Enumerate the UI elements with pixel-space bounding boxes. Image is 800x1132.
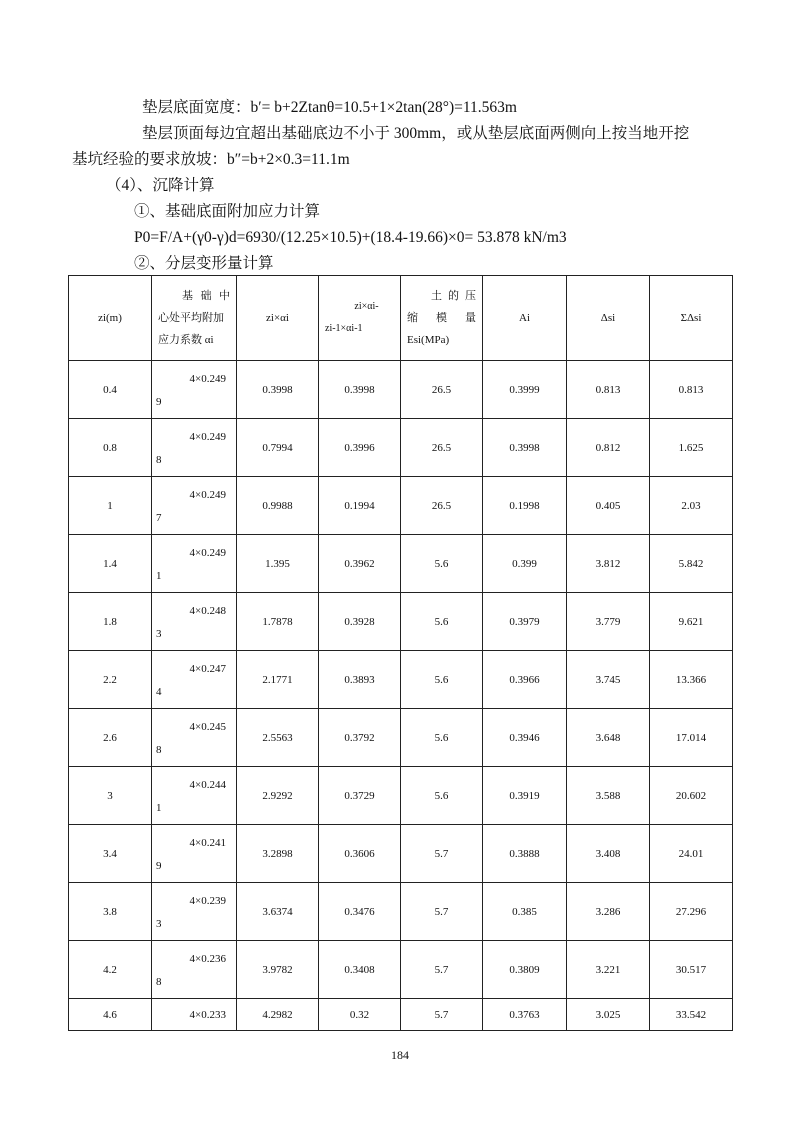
cell-ds: 3.221 xyxy=(567,941,650,999)
cell-a: 0.3998 xyxy=(483,419,567,477)
cell-z: 2.6 xyxy=(69,709,152,767)
table-header-row xyxy=(69,276,733,361)
cell-za: 0.3998 xyxy=(237,361,319,419)
cell-diff: 0.3476 xyxy=(319,883,401,941)
cell-sum: 2.03 xyxy=(650,477,733,535)
slope-width-line: 基坑经验的要求放坡：b″=b+2×0.3=11.1m xyxy=(72,151,350,168)
cell-alpha xyxy=(152,477,237,535)
cell-alpha-bottom: 4 xyxy=(156,686,162,698)
cell-es: 5.7 xyxy=(401,941,483,999)
cell-za: 2.1771 xyxy=(237,651,319,709)
table-row xyxy=(69,651,733,709)
header-a-text: Ai xyxy=(519,312,530,324)
cell-alpha xyxy=(152,825,237,883)
cell-ds: 0.813 xyxy=(567,361,650,419)
cell-za: 3.2898 xyxy=(237,825,319,883)
cell-z: 1.4 xyxy=(69,535,152,593)
cell-za: 0.9988 xyxy=(237,477,319,535)
table-row xyxy=(69,535,733,593)
cell-za: 1.395 xyxy=(237,535,319,593)
header-sum xyxy=(650,276,733,361)
cell-diff: 0.32 xyxy=(319,999,401,1031)
cell-sum: 17.014 xyxy=(650,709,733,767)
table-row xyxy=(69,767,733,825)
header-diff-line1: zi×αi- xyxy=(354,301,379,312)
table-row xyxy=(69,593,733,651)
header-diff xyxy=(319,276,401,361)
cell-za: 3.9782 xyxy=(237,941,319,999)
header-za-text: zi×αi xyxy=(266,312,289,324)
cell-alpha-top: 4×0.241 xyxy=(189,837,226,849)
cell-diff: 0.3928 xyxy=(319,593,401,651)
cell-alpha xyxy=(152,709,237,767)
cell-alpha xyxy=(152,941,237,999)
cell-za: 2.5563 xyxy=(237,709,319,767)
cell-alpha xyxy=(152,593,237,651)
cell-sum: 30.517 xyxy=(650,941,733,999)
cell-za: 2.9292 xyxy=(237,767,319,825)
cell-sum: 1.625 xyxy=(650,419,733,477)
cell-diff: 0.3893 xyxy=(319,651,401,709)
cell-alpha xyxy=(152,999,237,1031)
cell-alpha-top: 4×0.249 xyxy=(189,547,226,559)
cell-a: 0.3979 xyxy=(483,593,567,651)
cell-diff: 0.1994 xyxy=(319,477,401,535)
cell-ds: 0.405 xyxy=(567,477,650,535)
header-alpha xyxy=(152,276,237,361)
table-row xyxy=(69,361,733,419)
subheading-additional-stress: ①、基础底面附加应力计算 xyxy=(134,203,321,220)
cell-a: 0.3763 xyxy=(483,999,567,1031)
cell-a: 0.3999 xyxy=(483,361,567,419)
cell-z: 1.8 xyxy=(69,593,152,651)
cell-es: 5.6 xyxy=(401,709,483,767)
table-row xyxy=(69,999,733,1031)
header-diff-line2: zi-1×αi-1 xyxy=(325,323,363,334)
cell-diff: 0.3792 xyxy=(319,709,401,767)
cell-a: 0.3919 xyxy=(483,767,567,825)
cell-alpha xyxy=(152,883,237,941)
cell-es: 5.7 xyxy=(401,999,483,1031)
header-ds-text: Δsi xyxy=(600,312,616,324)
cell-es: 5.7 xyxy=(401,825,483,883)
cell-es: 5.6 xyxy=(401,535,483,593)
header-a xyxy=(483,276,567,361)
header-ds xyxy=(567,276,650,361)
cell-a: 0.3809 xyxy=(483,941,567,999)
cell-z: 4.2 xyxy=(69,941,152,999)
table-row xyxy=(69,477,733,535)
cell-sum: 20.602 xyxy=(650,767,733,825)
cell-diff: 0.3998 xyxy=(319,361,401,419)
cell-a: 0.3946 xyxy=(483,709,567,767)
cell-alpha-top: 4×0.244 xyxy=(189,779,226,791)
cell-z: 0.8 xyxy=(69,419,152,477)
header-es-line2: 缩 模 量 xyxy=(407,312,476,324)
cell-alpha xyxy=(152,535,237,593)
cell-alpha-top: 4×0.245 xyxy=(189,721,226,733)
additional-stress-formula: P0=F/A+(γ0-γ)d=6930/(12.25×10.5)+(18.4-19.66)×0= 53.878 kN/m3 xyxy=(134,229,567,246)
header-alpha-line2: 心处平均附加 xyxy=(158,312,224,324)
cell-alpha-top: 4×0.249 xyxy=(189,489,226,501)
cell-z: 3 xyxy=(69,767,152,825)
header-alpha-line1: 基 础 中 xyxy=(182,290,230,302)
cell-alpha xyxy=(152,419,237,477)
cell-a: 0.399 xyxy=(483,535,567,593)
cell-es: 5.6 xyxy=(401,651,483,709)
cell-ds: 3.408 xyxy=(567,825,650,883)
cell-sum: 5.842 xyxy=(650,535,733,593)
cell-z: 3.8 xyxy=(69,883,152,941)
table-row xyxy=(69,709,733,767)
cell-sum: 27.296 xyxy=(650,883,733,941)
cell-es: 5.7 xyxy=(401,883,483,941)
cell-sum: 0.813 xyxy=(650,361,733,419)
cell-z: 1 xyxy=(69,477,152,535)
cell-alpha-bottom: 8 xyxy=(156,454,162,466)
cell-alpha xyxy=(152,361,237,419)
cell-ds: 3.025 xyxy=(567,999,650,1031)
cell-alpha xyxy=(152,651,237,709)
cell-alpha-bottom: 1 xyxy=(156,570,162,582)
header-es-line3: Esi(MPa) xyxy=(407,334,450,346)
cell-ds: 0.812 xyxy=(567,419,650,477)
page-number: 184 xyxy=(391,1048,409,1062)
cell-ds: 3.588 xyxy=(567,767,650,825)
cell-alpha-value: 4×0.233 xyxy=(189,1008,226,1021)
cell-alpha-bottom: 8 xyxy=(156,744,162,756)
cell-ds: 3.648 xyxy=(567,709,650,767)
cell-ds: 3.745 xyxy=(567,651,650,709)
cell-sum: 33.542 xyxy=(650,999,733,1031)
header-es-line1: 土 的 压 xyxy=(431,290,476,302)
cell-diff: 0.3729 xyxy=(319,767,401,825)
cell-diff: 0.3408 xyxy=(319,941,401,999)
cell-z: 0.4 xyxy=(69,361,152,419)
cell-za: 1.7878 xyxy=(237,593,319,651)
cell-alpha-bottom: 7 xyxy=(156,512,162,524)
cell-za: 0.7994 xyxy=(237,419,319,477)
cell-alpha-bottom: 9 xyxy=(156,396,162,408)
cell-alpha-bottom: 3 xyxy=(156,918,162,930)
cell-alpha xyxy=(152,767,237,825)
table-row xyxy=(69,941,733,999)
cell-alpha-bottom: 8 xyxy=(156,976,162,988)
header-za xyxy=(237,276,319,361)
cell-alpha-top: 4×0.236 xyxy=(189,953,226,965)
cell-es: 26.5 xyxy=(401,419,483,477)
subheading-layer-deformation: ②、分层变形量计算 xyxy=(134,255,274,272)
cell-za: 4.2982 xyxy=(237,999,319,1031)
cell-za: 3.6374 xyxy=(237,883,319,941)
cell-alpha-bottom: 1 xyxy=(156,802,162,814)
cell-es: 5.6 xyxy=(401,767,483,825)
cell-es: 5.6 xyxy=(401,593,483,651)
settlement-table xyxy=(68,275,733,1031)
cell-alpha-top: 4×0.249 xyxy=(189,373,226,385)
cell-z: 4.6 xyxy=(69,999,152,1031)
cell-alpha-top: 4×0.249 xyxy=(189,431,226,443)
cell-a: 0.1998 xyxy=(483,477,567,535)
header-es xyxy=(401,276,483,361)
cell-a: 0.385 xyxy=(483,883,567,941)
cell-sum: 9.621 xyxy=(650,593,733,651)
header-alpha-line3: 应力系数 αi xyxy=(158,334,214,346)
cell-diff: 0.3996 xyxy=(319,419,401,477)
cell-alpha-top: 4×0.239 xyxy=(189,895,226,907)
cell-sum: 24.01 xyxy=(650,825,733,883)
cell-ds: 3.286 xyxy=(567,883,650,941)
table-row xyxy=(69,883,733,941)
table-row xyxy=(69,419,733,477)
cell-alpha-bottom: 9 xyxy=(156,860,162,872)
cell-es: 26.5 xyxy=(401,477,483,535)
cell-a: 0.3888 xyxy=(483,825,567,883)
cell-ds: 3.812 xyxy=(567,535,650,593)
cell-sum: 13.366 xyxy=(650,651,733,709)
cell-alpha-top: 4×0.247 xyxy=(189,663,226,675)
cushion-top-width-line: 垫层顶面每边宜超出基础底边不小于 300mm，或从垫层底面两侧向上按当地开挖 xyxy=(142,125,690,142)
header-z-text: zi(m) xyxy=(98,312,122,324)
cell-alpha-bottom: 3 xyxy=(156,628,162,640)
cushion-bottom-width-line: 垫层底面宽度：b′= b+2Ztanθ=10.5+1×2tan(28°)=11.563m xyxy=(142,99,517,116)
header-sum-text: ΣΔsi xyxy=(680,312,702,324)
table-row xyxy=(69,825,733,883)
cell-diff: 0.3606 xyxy=(319,825,401,883)
cell-z: 3.4 xyxy=(69,825,152,883)
cell-z: 2.2 xyxy=(69,651,152,709)
cell-es: 26.5 xyxy=(401,361,483,419)
header-z xyxy=(69,276,152,361)
cell-a: 0.3966 xyxy=(483,651,567,709)
cell-ds: 3.779 xyxy=(567,593,650,651)
cell-alpha-top: 4×0.248 xyxy=(189,605,226,617)
cell-diff: 0.3962 xyxy=(319,535,401,593)
section-heading-settlement: （4）、沉降计算 xyxy=(106,177,215,194)
